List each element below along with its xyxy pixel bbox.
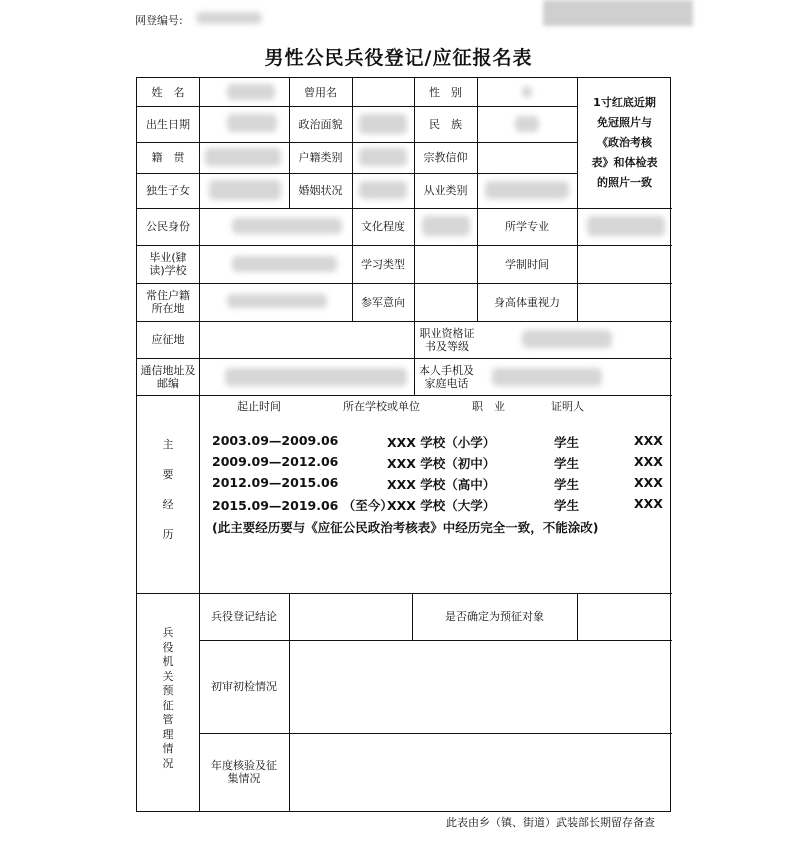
redacted-id-number: [232, 218, 342, 234]
redacted-qualification: [522, 330, 612, 348]
redacted-ethnicity: [515, 116, 539, 132]
label-native-place: 籍 贯: [151, 151, 185, 164]
row-period: 2015.09—2019.06 （至今）: [212, 498, 393, 513]
label-id-number: 公民身份: [146, 220, 190, 233]
row-occupation: 学生: [554, 456, 580, 471]
label-former-name: 曾用名: [304, 85, 337, 99]
redacted-birth-date: [227, 114, 277, 132]
form-title: 男性公民兵役登记/应征报名表: [264, 47, 533, 69]
row-occupation: 学生: [554, 477, 580, 492]
column-occupation: 职 业: [472, 400, 505, 413]
footer-note: 此表由乡（镇、街道）武装部长期留存备查: [446, 816, 655, 829]
column-organization: 所在学校或单位: [343, 400, 420, 413]
redacted-marital-status: [359, 181, 407, 199]
redacted-net-id: [196, 12, 262, 24]
redacted-major: [587, 216, 665, 236]
redacted-address: [225, 368, 407, 386]
label-address: 通信地址及邮编: [140, 363, 196, 390]
label-education-level: 文化程度: [361, 220, 405, 233]
redacted-graduate-school: [232, 256, 337, 272]
redacted-political-status: [359, 114, 407, 134]
label-name: 姓 名: [151, 85, 185, 99]
row-organization: XXX 学校（初中）: [387, 456, 496, 471]
row-organization: XXX 学校（大学）: [387, 498, 496, 513]
label-marital-status: 婚姻状况: [298, 184, 343, 197]
redacted-household-location: [227, 294, 327, 308]
label-household-location: 常住户籍所在地: [146, 289, 190, 315]
row-witness: XXX: [634, 454, 663, 469]
redacted-only-child: [209, 180, 281, 200]
row-organization: XXX 学校（高中）: [387, 477, 496, 492]
label-gender: 性 别: [429, 85, 462, 99]
label-height-weight-vision: 身高体重视力: [494, 295, 560, 309]
row-period: 2003.09—2009.06: [212, 433, 339, 448]
military-section-label: 兵 役 机 关 预 征 管 理 情 况: [162, 626, 174, 770]
photo-placeholder: 1寸红底近期 免冠照片与 《政治考核 表》和体检表 的照片一致: [591, 96, 658, 189]
label-graduate-school: 毕业(肄 读)学校: [149, 251, 198, 277]
label-major: 所学专业: [505, 220, 549, 233]
redacted-gender: [522, 86, 532, 98]
experience-note: (此主要经历要与《应征公民政治考核表》中经历完全一致，不能涂改): [212, 520, 599, 535]
row-witness: XXX: [634, 475, 663, 490]
redacted-occupation-type: [485, 181, 569, 199]
redacted-education-level: [422, 216, 470, 236]
label-initial-exam: 初审初检情况: [211, 680, 277, 693]
redacted-phone: [492, 368, 602, 386]
label-phone: 本人手机及家庭电话: [419, 363, 474, 390]
label-political-status: 政治面貌: [298, 117, 343, 131]
row-period: 2009.09—2012.06: [212, 454, 339, 469]
row-witness: XXX: [634, 496, 663, 511]
row-organization: XXX 学校（小学）: [387, 435, 496, 450]
net-registration-label: 网登编号:: [135, 14, 183, 27]
label-study-type: 学习类型: [361, 257, 405, 271]
redacted-household-type: [359, 148, 407, 166]
redacted-stamp: [543, 0, 693, 26]
label-religion: 宗教信仰: [423, 151, 468, 164]
redacted-native-place: [205, 148, 281, 166]
label-ethnicity: 民 族: [429, 117, 462, 131]
label-registration-conclusion: 兵役登记结论: [211, 610, 277, 623]
label-household-type: 户籍类别: [298, 151, 343, 164]
column-period: 起止时间: [237, 400, 281, 413]
row-occupation: 学生: [554, 498, 580, 513]
row-witness: XXX: [634, 433, 663, 448]
redacted-name: [227, 84, 275, 100]
registration-form: [136, 77, 671, 812]
label-annual-check: 年度核验及征集情况: [211, 759, 277, 785]
label-pre-selection: 是否确定为预征对象: [445, 610, 544, 623]
row-period: 2012.09—2015.06: [212, 475, 339, 490]
label-only-child: 独生子女: [146, 184, 190, 197]
column-witness: 证明人: [551, 400, 584, 413]
label-qualification: 职业资格证书及等级: [419, 326, 475, 353]
label-enlist-intention: 参军意向: [361, 295, 405, 309]
label-study-duration: 学制时间: [505, 257, 549, 271]
label-enlist-place: 应征地: [151, 333, 185, 346]
row-occupation: 学生: [554, 435, 580, 450]
experience-section-label: 主 要 经 历: [162, 438, 174, 541]
label-occupation-type: 从业类别: [423, 184, 468, 197]
label-birth-date: 出生日期: [146, 117, 190, 131]
